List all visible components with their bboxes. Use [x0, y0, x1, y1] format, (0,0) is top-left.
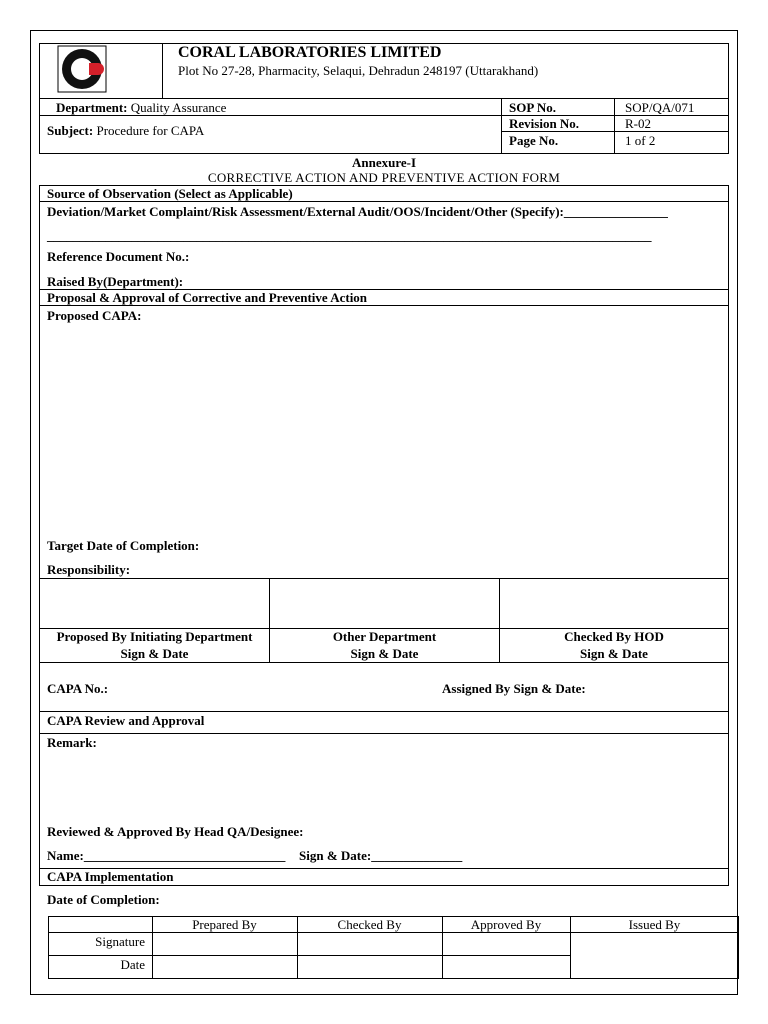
signoff-initiating-line1: Proposed By Initiating Department	[56, 629, 253, 644]
page-value: 1 of 2	[625, 133, 656, 148]
revision-value: R-02	[625, 116, 651, 131]
signoff-other-line2: Sign & Date	[350, 646, 419, 661]
footer-header-prepared: Prepared By	[192, 917, 257, 932]
reviewed-by-label: Reviewed & Approved By Head QA/Designee:	[47, 824, 304, 839]
signoff-other-line1: Other Department	[332, 629, 437, 644]
company-address: Plot No 27-28, Pharmacity, Selaqui, Dehradun 248197 (Uttarakhand)	[178, 63, 539, 78]
signoff-cell-hod[interactable]	[500, 579, 728, 628]
footer-row-signature: Signature	[95, 934, 145, 949]
revision-label: Revision No.	[509, 116, 580, 131]
signoff-initiating-line2: Sign & Date	[120, 646, 189, 661]
footer-row-date: Date	[120, 957, 145, 972]
footer-header-issued: Issued By	[628, 917, 681, 932]
review-heading: CAPA Review and Approval	[47, 713, 205, 728]
signoff-hod-line1: Checked By HOD	[564, 629, 664, 644]
form-title: CORRECTIVE ACTION AND PREVENTIVE ACTION FORM	[207, 170, 561, 185]
subject-field: Subject: Procedure for CAPA	[47, 123, 205, 138]
sop-value: SOP/QA/071	[625, 100, 695, 115]
completion-date-field[interactable]: Date of Completion:	[47, 892, 160, 907]
implementation-heading: CAPA Implementation	[47, 869, 174, 884]
company-name: CORAL LABORATORIES LIMITED	[178, 44, 442, 61]
assigned-by-field[interactable]: Assigned By Sign & Date:	[442, 681, 586, 696]
proposed-capa-field[interactable]: Proposed CAPA:	[47, 308, 142, 323]
raised-by-field[interactable]: Raised By(Department):	[47, 274, 184, 289]
remark-field[interactable]: Remark:	[47, 735, 97, 750]
source-blank-line[interactable]: _____________________________________________________________________________________________	[47, 228, 652, 243]
signoff-cell-initiating[interactable]	[40, 579, 269, 628]
reference-document-field[interactable]: Reference Document No.:	[47, 249, 190, 264]
footer-header-checked: Checked By	[337, 917, 402, 932]
annexure-title: Annexure-I	[351, 155, 417, 170]
department-field: Department: Quality Assurance	[56, 100, 227, 115]
capa-number-field[interactable]: CAPA No.:	[47, 681, 109, 696]
source-heading: Source of Observation (Select as Applicable)	[47, 186, 293, 201]
target-date-field[interactable]: Target Date of Completion:	[47, 538, 200, 553]
sop-label: SOP No.	[509, 100, 556, 115]
proposal-heading: Proposal & Approval of Corrective and Preventive Action	[47, 290, 368, 305]
signoff-cell-other-department[interactable]	[270, 579, 499, 628]
responsibility-field[interactable]: Responsibility:	[47, 562, 131, 577]
signoff-hod-line2: Sign & Date	[580, 646, 648, 661]
coral-logo-icon	[57, 45, 107, 93]
reviewer-sign-field[interactable]: Sign & Date:______________	[299, 848, 463, 863]
page-label: Page No.	[509, 133, 559, 148]
reviewer-name-field[interactable]: Name:_______________________________	[47, 848, 286, 863]
footer-header-approved: Approved By	[470, 917, 542, 932]
source-options[interactable]: Deviation/Market Complaint/Risk Assessment/External Audit/OOS/Incident/Other (Specify):________________	[47, 204, 668, 219]
